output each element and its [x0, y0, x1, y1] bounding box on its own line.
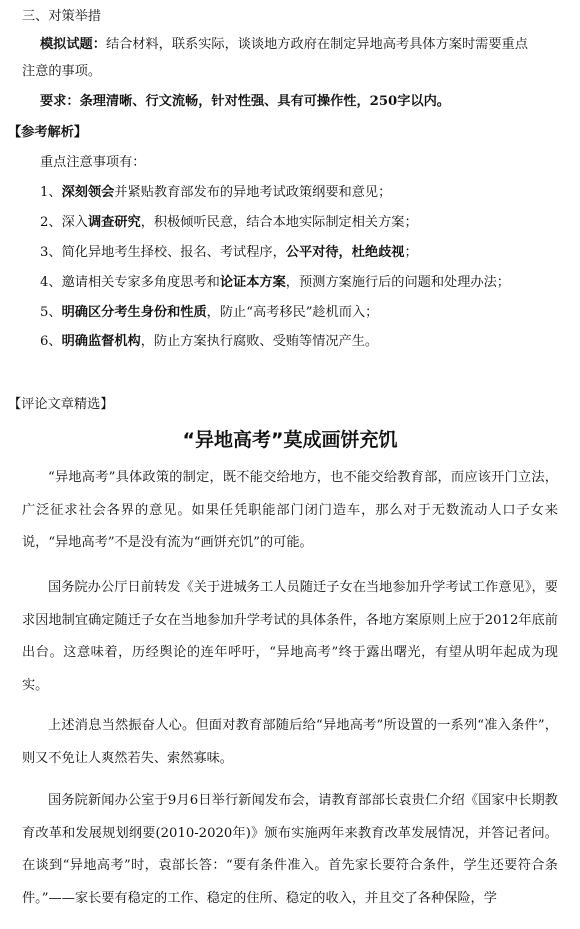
- simulated-question-cont: 注意的事项。: [22, 64, 102, 79]
- article-paragraph: 国务院办公厅日前转发《关于进城务工人员随迁子女在当地参加升学考试工作意见》，要求因地制宜确定随迁子女在当地参加升学考试的具体条件，各地方案原则上应于2012年底前出台。这意味着，历经舆论的连年呼吁，“异地高考”终于露出曙光，有望从明年起成为现实。: [22, 580, 558, 693]
- reference-heading: 【参考解析】: [8, 125, 88, 140]
- article-paragraph: 上述消息当然振奋人心。但面对教育部随后给“异地高考”所设置的一系列“准入条件”，则又不免让人爽然若失、索然寡味。: [22, 718, 558, 766]
- section-heading: 三、对策举措: [22, 9, 102, 24]
- review-heading: 【评论文章精选】: [8, 397, 114, 412]
- article-paragraph: 国务院新闻办公室于9月6日举行新闻发布会，请教育部部长袁贵仁介绍《国家中长期教育改革和发展规划纲要(2010-2020年)》颁布实施两年来教育改革发展情况，并答记者问。在谈到“异地高考”时，袁部长答：“要有条件准入。首先家长要符合条件，学生还要符合条件。”——家长要有稳定的工作、稳定的住所、稳定的收入，并且交了各种保险，学: [22, 793, 558, 906]
- point-item: 1、深刻领会并紧贴教育部发布的异地考试政策纲要和意见；: [40, 185, 392, 200]
- article-title: “异地高考”莫成画饼充饥: [182, 429, 398, 451]
- point-item: 4、邀请相关专家多角度思考和论证本方案，预测方案施行后的问题和处理办法；: [40, 275, 510, 290]
- article-paragraph: “异地高考”具体政策的制定，既不能交给地方，也不能交给教育部，而应该开门立法，广泛征求社会各界的意见。如果任凭职能部门闭门造车，那么对于无数流动人口子女来说，“异地高考”不是没有流为“画饼充饥”的可能。: [22, 470, 558, 550]
- point-item: 3、简化异地考生择校、报名、考试程序，公平对待，杜绝歧视；: [40, 245, 418, 260]
- point-item: 6、明确监督机构，防止方案执行腐败、受贿等情况产生。: [40, 334, 379, 349]
- key-points-intro: 重点注意事项有：: [40, 155, 146, 170]
- simulated-question-text: 结合材料，联系实际，谈谈地方政府在制定异地高考具体方案时需要重点: [105, 37, 528, 52]
- requirement-text: 条理清晰、行文流畅，针对性强、具有可操作性，250字以内。: [79, 94, 450, 109]
- requirement-label: 要求：: [40, 94, 80, 109]
- simulated-question-line: [40, 36, 528, 54]
- simulated-question-label: 模拟试题：: [40, 37, 106, 52]
- point-item: 2、深入调查研究，积极倾听民意，结合本地实际制定相关方案；: [40, 215, 418, 230]
- requirement-line: [40, 93, 450, 111]
- point-item: 5、明确区分考生身份和性质，防止“高考移民”趁机而入；: [40, 305, 379, 320]
